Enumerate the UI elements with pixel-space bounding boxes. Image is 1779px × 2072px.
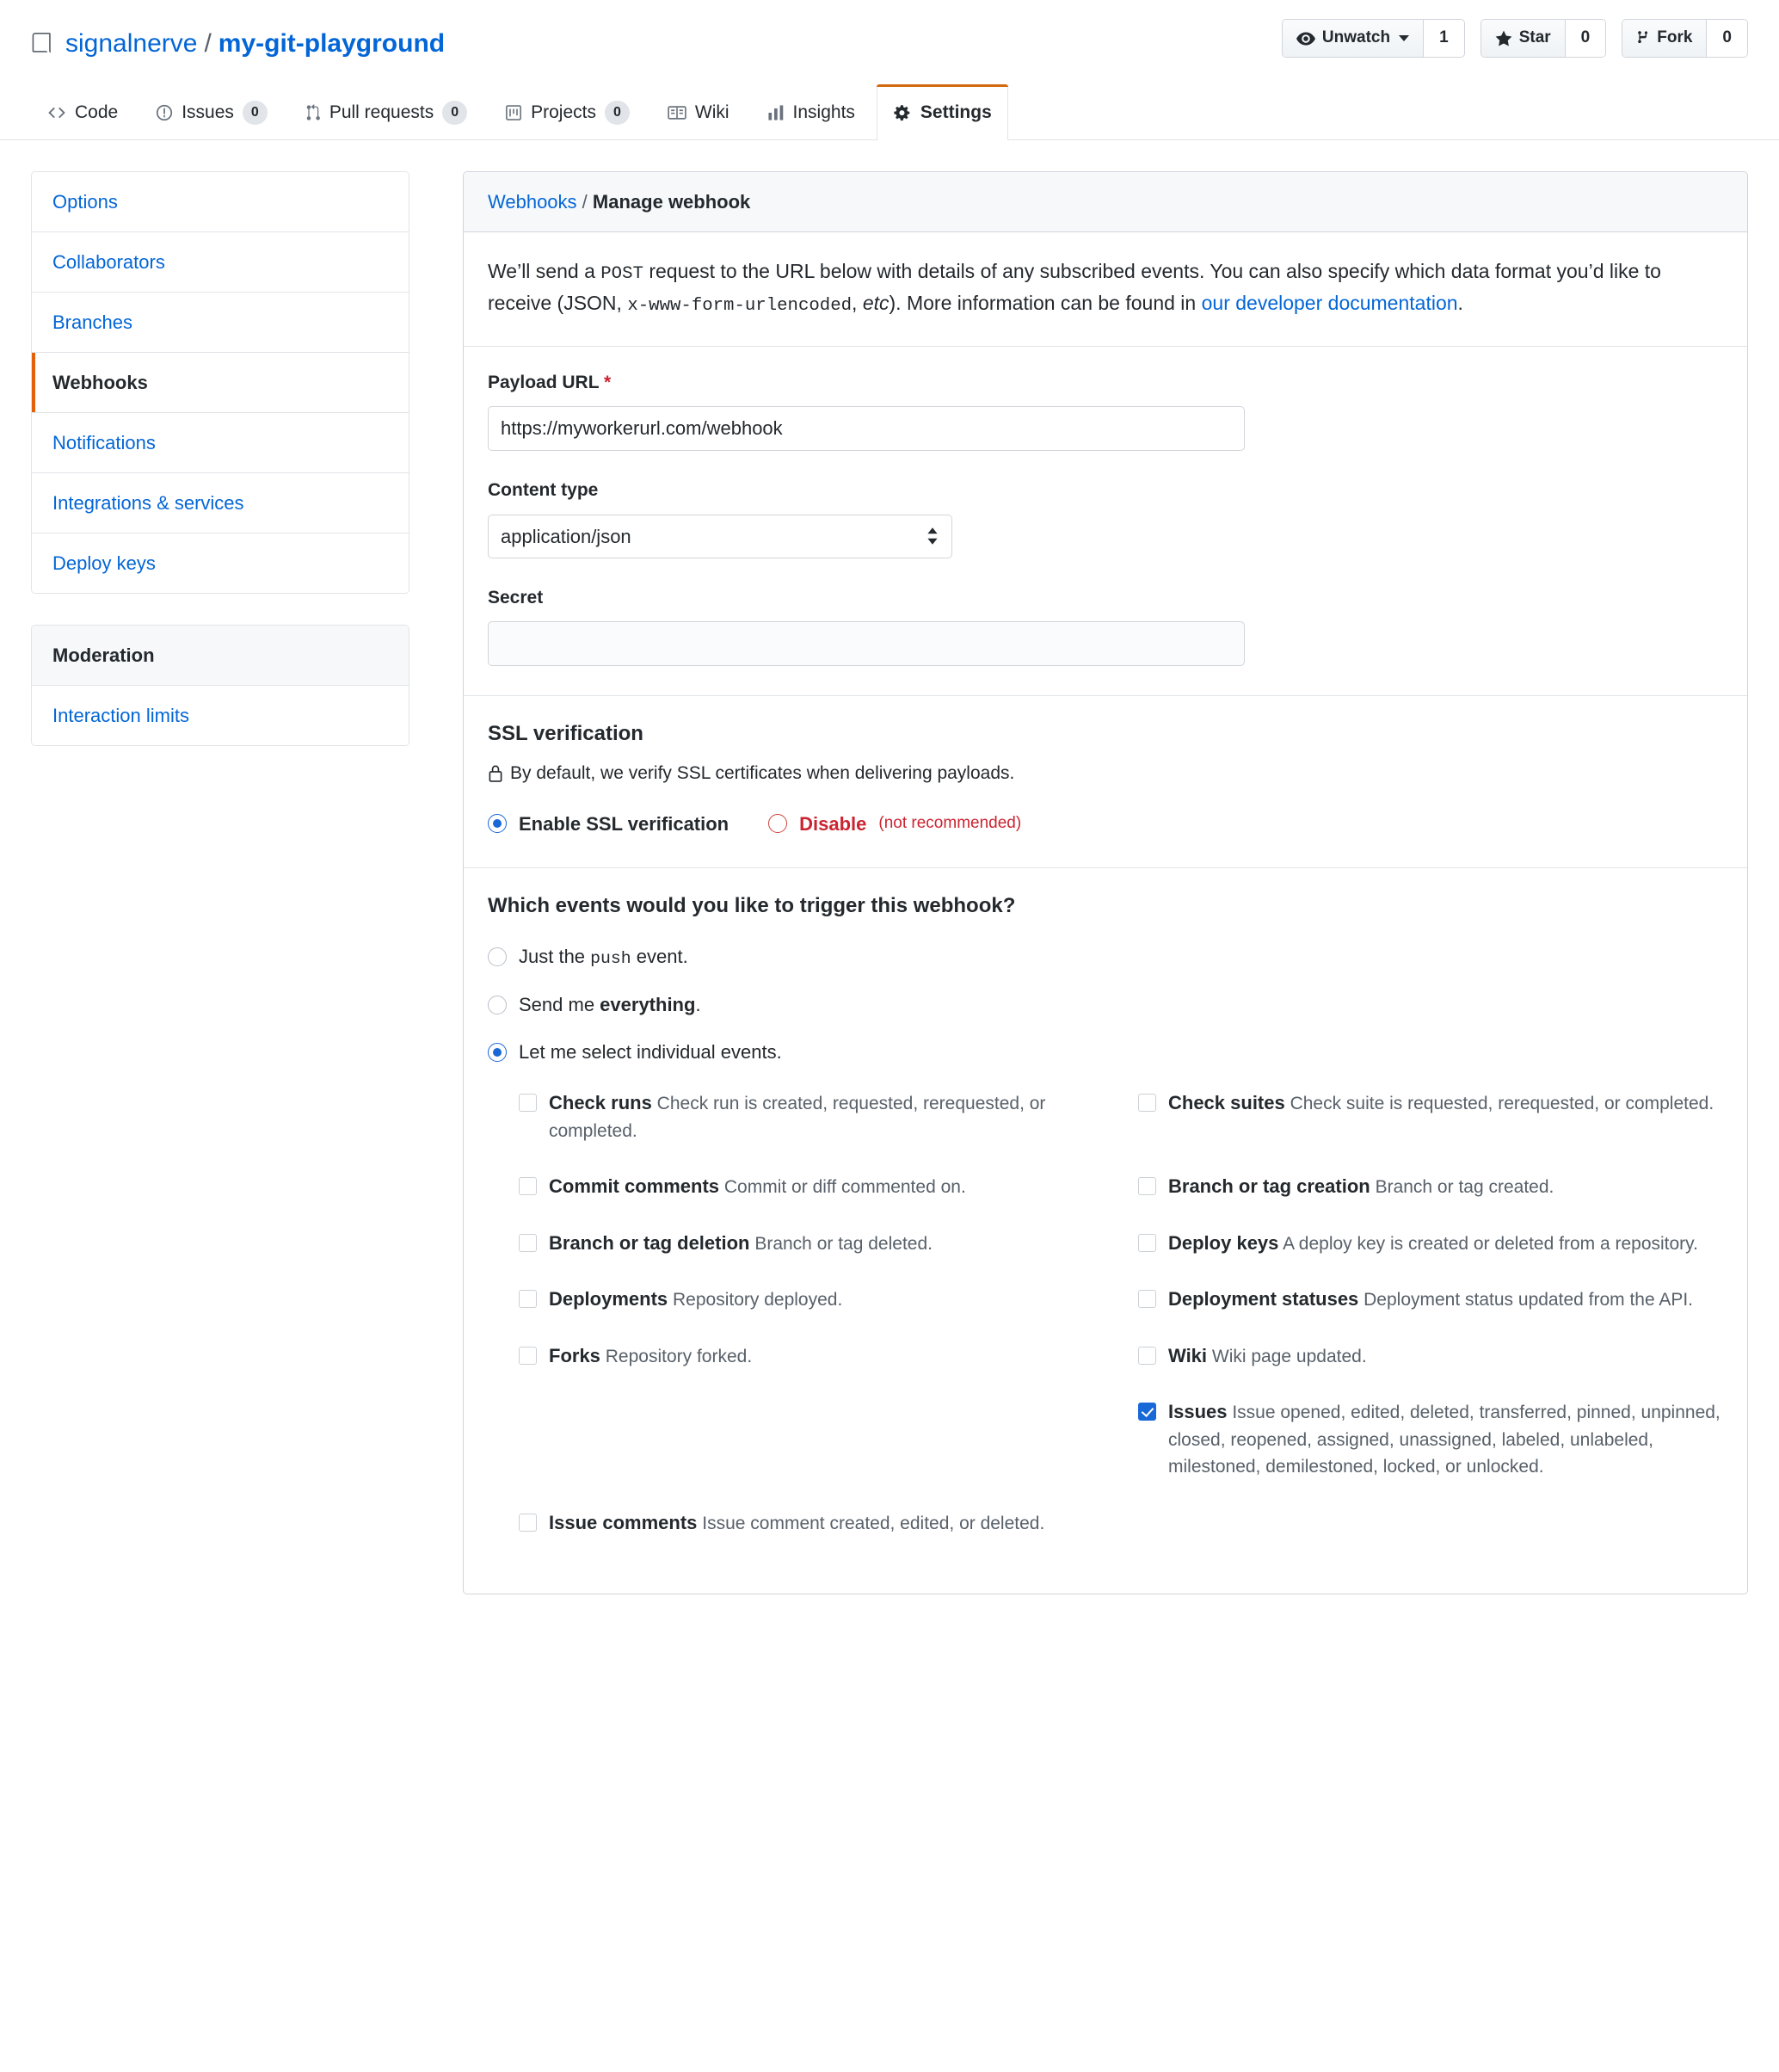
event-check-suites-title: Check suites <box>1168 1092 1285 1114</box>
developer-documentation-link[interactable]: our developer documentation <box>1201 291 1458 314</box>
event-forks[interactable] <box>519 1341 1104 1398</box>
graph-icon <box>767 104 785 121</box>
event-issue-comments-desc: Issue comment created, edited, or deleted. <box>702 1513 1045 1533</box>
tab-settings-label: Settings <box>920 102 992 122</box>
star-count[interactable]: 0 <box>1565 20 1606 57</box>
event-check-runs-title: Check runs <box>549 1092 652 1114</box>
star-icon <box>1495 30 1512 47</box>
event-forks-checkbox[interactable] <box>519 1347 537 1365</box>
tab-pull-requests-count: 0 <box>442 101 467 125</box>
code-icon <box>47 105 66 120</box>
events-choice-everything-pre: Send me <box>519 994 600 1016</box>
event-check-suites[interactable] <box>1138 1088 1723 1172</box>
events-choice-everything-radio[interactable] <box>488 996 507 1014</box>
moderation-menu <box>31 625 409 746</box>
events-grid-spacer <box>519 1397 1104 1508</box>
event-commit-comments-checkbox[interactable] <box>519 1177 537 1195</box>
event-deployment-statuses-desc: Deployment status updated from the API. <box>1363 1290 1694 1310</box>
events-choice-everything[interactable] <box>488 990 1723 1019</box>
events-choice-push-post: event. <box>631 945 688 967</box>
required-marker: * <box>604 372 612 392</box>
ssl-enable-option[interactable] <box>488 810 729 838</box>
events-question: Which events would you like to trigger this webhook? <box>488 893 1016 917</box>
event-commit-comments[interactable] <box>519 1172 1104 1229</box>
tab-wiki-label: Wiki <box>694 102 729 122</box>
event-issues-desc: Issue opened, edited, deleted, transferred, pinned, unpinned, closed, reopened, assigned, unassigned, labeled, unlabeled, milestoned, demilestoned, locked, or unlocked. <box>1168 1403 1721 1477</box>
sidebar-item-branches[interactable]: Branches <box>32 293 409 353</box>
events-choice-push[interactable] <box>488 942 1723 972</box>
watch-count[interactable]: 1 <box>1423 20 1464 57</box>
events-choice-push-label <box>519 942 688 972</box>
events-choice-individual-radio[interactable] <box>488 1043 507 1062</box>
fork-button-group <box>1622 19 1748 58</box>
tab-insights[interactable] <box>751 84 871 140</box>
tab-code[interactable] <box>31 84 134 140</box>
content-type-field <box>488 477 1723 558</box>
events-section <box>464 868 1747 1594</box>
events-choice-everything-bold: everything <box>600 994 696 1016</box>
sidebar-item-webhooks[interactable]: Webhooks <box>32 353 409 413</box>
watch-button-group <box>1282 19 1465 58</box>
event-branch-or-tag-creation-desc: Branch or tag created. <box>1375 1177 1554 1198</box>
content-type-select-wrap <box>488 515 952 558</box>
secret-label: Secret <box>488 587 544 607</box>
event-issues-title: Issues <box>1168 1401 1228 1423</box>
events-choice-individual[interactable] <box>488 1038 1723 1066</box>
events-choice-push-pre: Just the <box>519 945 591 967</box>
event-branch-or-tag-deletion-checkbox[interactable] <box>519 1234 537 1252</box>
sidebar-item-options[interactable]: Options <box>32 172 409 232</box>
repo-name-link[interactable]: my-git-playground <box>218 29 446 58</box>
events-choice-individual-label: Let me select individual events. <box>519 1041 782 1064</box>
intro-code-post: POST <box>600 263 643 284</box>
tab-issues-count: 0 <box>243 101 268 125</box>
intro-code-urlencoded: x-www-form-urlencoded <box>627 295 853 316</box>
secret-field <box>488 584 1723 667</box>
event-issues[interactable] <box>1138 1397 1723 1508</box>
payload-url-field <box>488 369 1723 452</box>
issue-opened-icon <box>156 104 173 121</box>
breadcrumb <box>464 172 1747 232</box>
payload-url-label-text: Payload URL <box>488 372 600 392</box>
intro-part-2: request to the URL below with details of any subscribed events. You can also specify which data format you’d like to receive (JSON, <box>488 259 1661 314</box>
event-wiki[interactable] <box>1138 1341 1723 1398</box>
star-button-group <box>1480 19 1607 58</box>
sidebar-item-deploy-keys[interactable]: Deploy keys <box>32 533 409 593</box>
webhook-fields <box>464 347 1747 697</box>
tab-projects-count: 0 <box>605 101 630 125</box>
repo-header <box>0 0 1779 63</box>
event-wiki-checkbox[interactable] <box>1138 1347 1156 1365</box>
events-choice-everything-post: . <box>695 994 701 1016</box>
event-branch-or-tag-deletion-title: Branch or tag deletion <box>549 1231 750 1254</box>
unwatch-button[interactable] <box>1283 20 1423 57</box>
intro-part-3: , <box>852 291 863 314</box>
events-choice-everything-label <box>519 990 701 1019</box>
tab-issues[interactable] <box>139 84 284 140</box>
repo-actions <box>1282 19 1748 58</box>
tab-settings[interactable] <box>877 84 1008 140</box>
breadcrumb-current: Manage webhook <box>592 190 751 213</box>
payload-url-label <box>488 369 1723 397</box>
settings-page <box>0 140 1779 1647</box>
ssl-heading: SSL verification <box>488 722 643 746</box>
star-button[interactable] <box>1481 20 1565 57</box>
breadcrumb-webhooks-link[interactable]: Webhooks <box>488 190 577 213</box>
tab-wiki[interactable] <box>651 84 746 140</box>
ssl-disable-note: (not recommended) <box>878 813 1022 832</box>
events-choice-push-radio[interactable] <box>488 947 507 966</box>
unwatch-label: Unwatch <box>1321 28 1391 47</box>
git-pull-request-icon <box>305 104 321 121</box>
breadcrumb-separator: / <box>582 190 588 213</box>
webhook-intro-text <box>464 232 1747 347</box>
ssl-verification-section <box>464 696 1747 868</box>
event-deployments-title: Deployments <box>549 1288 668 1310</box>
manage-webhook-box <box>463 171 1748 1595</box>
events-grid-spacer-2 <box>1138 1508 1723 1565</box>
repo-owner-link[interactable]: signalnerve <box>65 29 198 58</box>
event-forks-title: Forks <box>549 1344 600 1366</box>
tab-issues-label: Issues <box>182 102 234 122</box>
gear-icon <box>893 103 912 122</box>
event-branch-or-tag-creation-checkbox[interactable] <box>1138 1177 1156 1195</box>
event-deployments-checkbox[interactable] <box>519 1290 537 1308</box>
fork-icon <box>1636 30 1650 47</box>
ssl-note-text: By default, we verify SSL certificates when delivering payloads. <box>510 763 1015 784</box>
repo-book-icon <box>31 32 53 56</box>
repo-title-separator: / <box>204 29 212 58</box>
moderation-heading: Moderation <box>32 626 409 686</box>
event-check-runs-desc: Check run is created, requested, rerequested, or completed. <box>549 1094 1046 1141</box>
event-branch-or-tag-deletion-desc: Branch or tag deleted. <box>754 1233 933 1254</box>
event-deploy-keys-checkbox[interactable] <box>1138 1234 1156 1252</box>
tab-pull-requests-label: Pull requests <box>329 102 434 122</box>
content-type-label: Content type <box>488 480 599 501</box>
eye-icon <box>1296 32 1315 46</box>
ssl-enable-label: Enable SSL verification <box>519 812 729 835</box>
events-checkbox-grid <box>519 1088 1723 1564</box>
ssl-enable-radio[interactable] <box>488 814 507 833</box>
chevron-down-icon <box>1399 35 1409 41</box>
event-commit-comments-desc: Commit or diff commented on. <box>723 1177 966 1198</box>
book-icon <box>668 105 686 120</box>
intro-part-4: ). More information can be found in <box>889 291 1202 314</box>
event-wiki-desc: Wiki page updated. <box>1211 1346 1367 1366</box>
event-deployments[interactable] <box>519 1285 1104 1341</box>
event-deploy-keys-desc: A deploy key is created or deleted from a repository. <box>1283 1233 1698 1254</box>
settings-menu <box>31 171 409 594</box>
secret-input[interactable] <box>488 621 1245 666</box>
event-issues-checkbox[interactable] <box>1138 1403 1156 1421</box>
fork-label: Fork <box>1657 28 1693 47</box>
intro-part-5: . <box>1457 291 1463 314</box>
sidebar-item-notifications[interactable]: Notifications <box>32 413 409 473</box>
event-branch-or-tag-creation[interactable] <box>1138 1172 1723 1229</box>
event-issue-comments-checkbox[interactable] <box>519 1514 537 1532</box>
content-type-select[interactable] <box>488 515 952 558</box>
intro-part-1: We’ll send a <box>488 259 601 282</box>
event-branch-or-tag-creation-title: Branch or tag creation <box>1168 1175 1370 1198</box>
tab-insights-label: Insights <box>792 102 855 122</box>
event-deployments-desc: Repository deployed. <box>673 1290 843 1310</box>
event-check-suites-desc: Check suite is requested, rerequested, or completed. <box>1290 1094 1714 1114</box>
fork-count[interactable]: 0 <box>1706 20 1747 57</box>
ssl-disable-radio[interactable] <box>768 814 787 833</box>
ssl-note <box>488 760 1723 787</box>
project-icon <box>505 104 522 121</box>
events-choice-push-code: push <box>590 948 631 968</box>
lock-icon <box>488 764 503 783</box>
event-issue-comments-title: Issue comments <box>549 1511 698 1533</box>
ssl-disable-option[interactable] <box>768 810 1021 838</box>
event-deployment-statuses[interactable] <box>1138 1285 1723 1341</box>
star-label: Star <box>1518 28 1551 47</box>
sidebar-item-interaction-limits[interactable]: Interaction limits <box>32 686 409 745</box>
event-forks-desc: Repository forked. <box>605 1346 753 1366</box>
ssl-radio-group <box>488 810 1723 838</box>
tab-projects[interactable] <box>489 84 646 140</box>
event-wiki-title: Wiki <box>1168 1344 1208 1366</box>
event-deploy-keys-title: Deploy keys <box>1168 1231 1279 1254</box>
tab-pull-requests[interactable] <box>289 84 483 140</box>
fork-button[interactable] <box>1622 20 1706 57</box>
event-deploy-keys[interactable] <box>1138 1229 1723 1286</box>
event-check-runs-checkbox[interactable] <box>519 1094 537 1112</box>
event-commit-comments-title: Commit comments <box>549 1175 720 1198</box>
tab-projects-label: Projects <box>531 102 596 122</box>
intro-italic-etc: etc <box>862 291 890 314</box>
event-check-runs[interactable] <box>519 1088 1104 1172</box>
event-issue-comments[interactable] <box>519 1508 1104 1565</box>
event-check-suites-checkbox[interactable] <box>1138 1094 1156 1112</box>
payload-url-input[interactable] <box>488 406 1245 451</box>
sidebar-item-integrations-services[interactable]: Integrations & services <box>32 473 409 533</box>
settings-sidebar <box>31 171 409 777</box>
tab-code-label: Code <box>75 102 119 122</box>
event-branch-or-tag-deletion[interactable] <box>519 1229 1104 1286</box>
ssl-disable-label: Disable <box>799 812 867 835</box>
sidebar-item-collaborators[interactable]: Collaborators <box>32 232 409 293</box>
event-deployment-statuses-checkbox[interactable] <box>1138 1290 1156 1308</box>
repo-nav-tabs <box>0 83 1779 140</box>
event-deployment-statuses-title: Deployment statuses <box>1168 1288 1359 1310</box>
webhook-panel <box>463 171 1748 1595</box>
